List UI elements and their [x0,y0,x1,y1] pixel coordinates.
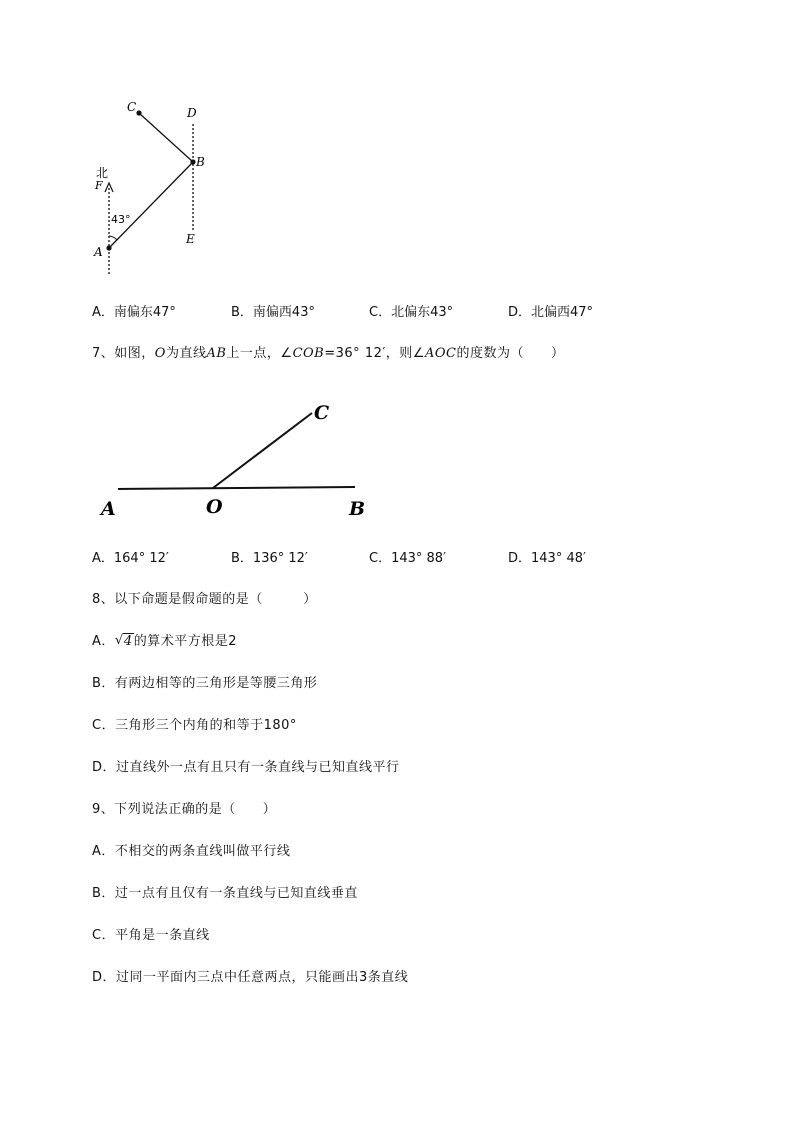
label-f: F [95,179,103,192]
q9-option-b[interactable]: B．过一点有且仅有一条直线与已知直线垂直 [92,886,358,901]
q7-stem-mid2: 上一点，∠ [226,346,293,361]
q8-radicand: 4 [123,634,133,649]
q6-option-a[interactable]: A．南偏东47° [92,305,176,320]
q7-stem-ab: AB [206,346,227,361]
q8-option-d[interactable]: D．过直线外一点有且只有一条直线与已知直线平行 [92,760,400,775]
q9-option-c[interactable]: C．平角是一条直线 [92,928,210,943]
q9-stem: 9、下列说法正确的是（ ） [92,802,277,817]
north-arrow-head [105,183,113,192]
point-a [106,245,111,250]
q7-stem-cob: COB [292,346,325,361]
q7-stem-aoc: AOC [424,346,457,361]
label-a: A [94,245,103,259]
q9-option-d[interactable]: D．过同一平面内三点中任意两点，只能画出3条直线 [92,970,409,985]
segment-cb [139,113,193,162]
q7-stem-suffix: 的度数为（ ） [456,346,565,361]
q7-option-b[interactable]: B．136° 12′ [231,551,308,566]
fig7-label-c: C [314,402,330,424]
q7-stem [92,345,564,363]
q7-stem-o: O [154,346,166,361]
q8-option-a-suffix: 的算术平方根是2 [133,634,237,649]
q7-stem-mid1: 为直线 [165,346,207,361]
q8-option-b[interactable]: B．有两边相等的三角形是等腰三角形 [92,676,318,691]
q8-option-a-prefix: A． [92,634,115,649]
point-b [190,159,195,164]
q6-option-d[interactable]: D．北偏西47° [508,305,594,320]
q7-stem-mid3: =36° 12′，则∠ [324,346,425,361]
q6-option-c[interactable]: C．北偏东43° [369,305,454,320]
label-d: D [187,106,197,120]
label-e: E [186,232,195,246]
point-c [136,110,141,115]
fig7-label-a: A [101,498,116,520]
label-c: C [127,100,137,114]
q7-option-c[interactable]: C．143° 88′ [369,551,447,566]
sqrt-symbol [115,633,134,651]
q8-option-a[interactable] [92,633,237,651]
q7-option-d[interactable]: D．143° 48′ [508,551,586,566]
q8-option-c[interactable]: C．三角形三个内角的和等于180° [92,718,297,733]
q6-option-b[interactable]: B．南偏西43° [231,305,315,320]
q9-option-a[interactable]: A．不相交的两条直线叫做平行线 [92,844,291,859]
segment-ab [109,162,193,248]
label-angle: 43° [111,213,131,226]
q7-stem-prefix: 7、如图， [92,346,155,361]
q8-stem: 8、以下命题是假命题的是（ ） [92,592,317,607]
fig7-label-b: B [349,498,366,520]
angle-arc [109,236,117,240]
q7-option-a[interactable]: A．164° 12′ [92,551,169,566]
label-b: B [196,155,205,169]
figure-q7 [99,402,365,520]
ray-oc [213,413,312,488]
fig7-label-o: O [206,496,223,518]
label-north: 北 [96,166,109,180]
line-ab [118,487,355,489]
